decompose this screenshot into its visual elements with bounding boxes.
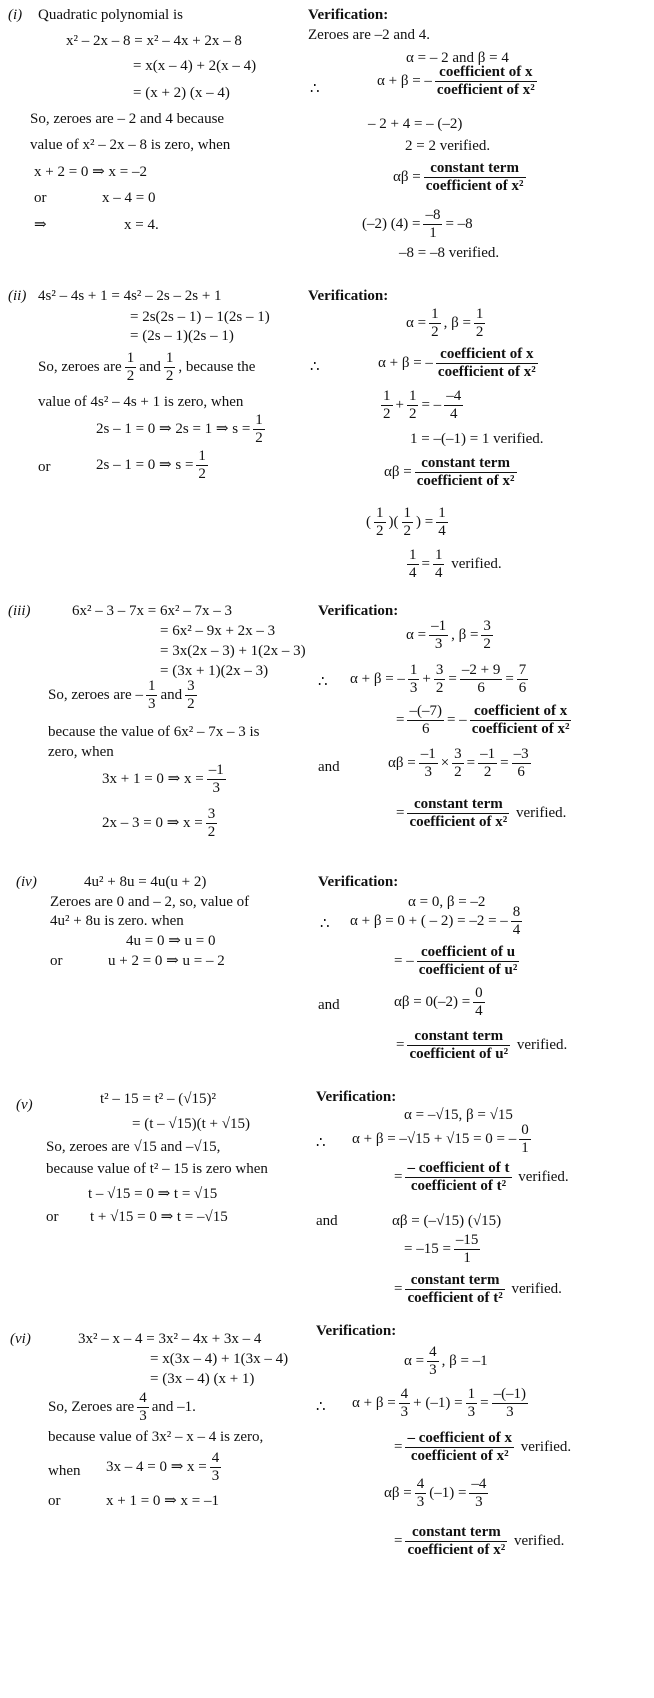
- label-vi: (vi): [10, 1331, 31, 1347]
- ver-iv-1: α = 0, β = –2: [408, 894, 486, 910]
- ver-v-2: α + β = –√15 + √15 = 0 = – $\frac{0}{1}$: [352, 1122, 529, 1156]
- therefore-iii: ∴: [318, 674, 328, 690]
- ver-ii-7: $\frac{1}{4}$ = $\frac{1}{4}$ verified.: [409, 547, 502, 581]
- eq-iii-5: 3x + 1 = 0 ⇒ x = $\frac{-1}{3}$: [102, 762, 224, 796]
- text-vi-2: because value of 3x² – x – 4 is zero,: [48, 1429, 264, 1445]
- ver-ii-6: ( $\frac{1}{2}$ )( $\frac{1}{2}$ ) = $\frac{1}{4}$: [366, 505, 446, 539]
- eq-i-3: = (x + 2) (x – 4): [133, 85, 230, 101]
- ver-ii-4: 1 = –(–1) = 1 verified.: [410, 431, 544, 447]
- ver-iii-3: = $\frac{-(-7)}{6}$ = – $\frac{\text{coefficient of x}}{\text{coefficient of x²}}$: [396, 703, 570, 737]
- eq-vi-4: 3x – 4 = 0 ⇒ x = $\frac{4}{3}$: [106, 1450, 220, 1484]
- eq-vi-3: = (3x – 4) (x + 1): [150, 1371, 255, 1387]
- ver-vi-3: = $\frac{\text{– coefficient of x}}{\text{coefficient of x²}}$ verified.: [394, 1430, 572, 1464]
- verification-title-iv: Verification:: [318, 874, 399, 890]
- ver-i-6: αβ = $\frac{\text{constant term}}{\text{coefficient of x²}}$: [393, 160, 524, 194]
- ver-ii-1: α = $\frac{1}{2}$ , β = $\frac{1}{2}$: [406, 306, 484, 340]
- therefore-i: ∴: [310, 81, 320, 97]
- ver-vi-2: α + β = $\frac{4}{3}$ + (–1) = $\frac{1}{3}$ = $\frac{-(-1)}{3}$: [352, 1386, 527, 1420]
- eq-i-4: x + 2 = 0 ⇒ x = –2: [34, 164, 147, 180]
- ver-iii-2: α + β = – $\frac{1}{3}$ + $\frac{3}{2}$ = $\frac{-2 + 9}{6}$ = $\frac{7}{6}$: [350, 662, 527, 696]
- eq-ii-2: = 2s(2s – 1) – 1(2s – 1): [130, 309, 270, 325]
- text-iii-3: zero, when: [48, 744, 114, 760]
- label-iii: (iii): [8, 603, 31, 619]
- eq-v-1: t² – 15 = t² – (√15)²: [100, 1091, 217, 1107]
- text-iv-1: Zeroes are 0 and – 2, so, value of: [50, 894, 250, 910]
- text-iv-or: or: [50, 953, 63, 969]
- eq-iii-1: 6x² – 3 – 7x = 6x² – 7x – 3: [72, 603, 232, 619]
- ver-i-4: – 2 + 4 = – (–2): [368, 116, 463, 132]
- text-i-1: So, zeroes are – 2 and 4 because: [30, 111, 225, 127]
- eq-iii-6: 2x – 3 = 0 ⇒ x = $\frac{3}{2}$: [102, 806, 216, 840]
- eq-iv-2: 4u = 0 ⇒ u = 0: [126, 933, 216, 949]
- verification-title-ii: Verification:: [308, 288, 389, 304]
- eq-iv-3: u + 2 = 0 ⇒ u = – 2: [108, 953, 225, 969]
- label-v: (v): [16, 1097, 33, 1113]
- ver-vi-4: αβ = $\frac{4}{3}$ (–1) = $\frac{-4}{3}$: [384, 1476, 487, 1510]
- text-ii-or: or: [38, 459, 51, 475]
- eq-vi-5: x + 1 = 0 ⇒ x = –1: [106, 1493, 219, 1509]
- text-v-or: or: [46, 1209, 59, 1225]
- ver-iii-1: α = $\frac{-1}{3}$ , β = $\frac{3}{2}$: [406, 618, 491, 652]
- and-iii: and: [318, 759, 340, 775]
- ver-v-6: = $\frac{\text{constant term}}{\text{coefficient of t²}}$ verified.: [394, 1272, 562, 1306]
- implies-i: ⇒: [34, 217, 47, 233]
- eq-i-2: = x(x – 4) + 2(x – 4): [133, 58, 257, 74]
- ver-iii-4: αβ = $\frac{-1}{3}$ × $\frac{3}{2}$ = $\frac{-1}{2}$ = $\frac{-3}{6}$: [388, 746, 529, 780]
- ver-ii-5: αβ = $\frac{\text{constant term}}{\text{coefficient of x²}}$: [384, 455, 515, 489]
- ver-v-3: = $\frac{\text{– coefficient of t}}{\text{coefficient of t²}}$ verified.: [394, 1160, 569, 1194]
- ver-iv-5: = $\frac{\text{constant term}}{\text{coefficient of u²}}$ verified.: [396, 1028, 568, 1062]
- ver-v-5: = –15 = $\frac{-15}{1}$: [404, 1232, 479, 1266]
- eq-ii-5: 2s – 1 = 0 ⇒ s = $\frac{1}{2}$: [96, 448, 206, 482]
- ver-vi-1: α = $\frac{4}{3}$ , β = –1: [404, 1344, 488, 1378]
- eq-i-6: x = 4.: [124, 217, 159, 233]
- ver-v-1: α = –√15, β = √15: [404, 1107, 513, 1123]
- verification-title-i: Verification:: [308, 7, 389, 23]
- text-ii-2: value of 4s² – 4s + 1 is zero, when: [38, 394, 244, 410]
- text-iii-2: because the value of 6x² – 7x – 3 is: [48, 724, 260, 740]
- eq-iii-2: = 6x² – 9x + 2x – 3: [160, 623, 276, 639]
- therefore-ii: ∴: [310, 359, 320, 375]
- eq-ii-1: 4s² – 4s + 1 = 4s² – 2s – 2s + 1: [38, 288, 222, 304]
- ver-ii-2: α + β = – $\frac{\text{coefficient of x}}{\text{coefficient of x²}}$: [378, 346, 536, 380]
- verification-title-v: Verification:: [316, 1089, 397, 1105]
- label-iv: (iv): [16, 874, 37, 890]
- heading-i: Quadratic polynomial is: [38, 7, 183, 23]
- ver-iv-2: α + β = 0 + ( – 2) = –2 = – $\frac{8}{4}$: [350, 904, 521, 938]
- ver-iv-3: = – $\frac{\text{coefficient of u}}{\text{coefficient of u²}}$: [394, 944, 518, 978]
- eq-v-4: t + √15 = 0 ⇒ t = –√15: [90, 1209, 228, 1225]
- text-vi-or: or: [48, 1493, 61, 1509]
- ver-iii-5: = $\frac{\text{constant term}}{\text{coefficient of x²}}$ verified.: [396, 796, 567, 830]
- eq-vi-2: = x(3x – 4) + 1(3x – 4): [150, 1351, 289, 1367]
- ver-v-4: αβ = (–√15) (√15): [392, 1213, 502, 1229]
- eq-i-1: x² – 2x – 8 = x² – 4x + 2x – 8: [66, 33, 242, 49]
- eq-ii-3: = (2s – 1)(2s – 1): [130, 328, 234, 344]
- ver-i-1: Zeroes are –2 and 4.: [308, 27, 431, 43]
- eq-vi-1: 3x² – x – 4 = 3x² – 4x + 3x – 4: [78, 1331, 262, 1347]
- verification-title-iii: Verification:: [318, 603, 399, 619]
- label-i: (i): [8, 7, 23, 23]
- text-vi-1: So, Zeroes are $\frac{4}{3}$ and –1.: [48, 1390, 196, 1424]
- and-v: and: [316, 1213, 338, 1229]
- eq-ii-4: 2s – 1 = 0 ⇒ 2s = 1 ⇒ s = $\frac{1}{2}$: [96, 412, 263, 446]
- eq-v-3: t – √15 = 0 ⇒ t = √15: [88, 1186, 218, 1202]
- text-v-2: because value of t² – 15 is zero when: [46, 1161, 268, 1177]
- eq-iv-1: 4u² + 8u = 4u(u + 2): [84, 874, 207, 890]
- eq-iii-4: = (3x + 1)(2x – 3): [160, 663, 269, 679]
- and-iv: and: [318, 997, 340, 1013]
- text-i-or: or: [34, 190, 47, 206]
- ver-i-5: 2 = 2 verified.: [405, 138, 491, 154]
- therefore-v: ∴: [316, 1135, 326, 1151]
- therefore-iv: ∴: [320, 916, 330, 932]
- eq-iii-3: = 3x(2x – 3) + 1(2x – 3): [160, 643, 306, 659]
- ver-i-8: –8 = –8 verified.: [399, 245, 500, 261]
- ver-i-2: α = – 2 and β = 4: [406, 50, 509, 66]
- text-v-1: So, zeroes are √15 and –√15,: [46, 1139, 221, 1155]
- ver-i-7: (–2) (4) = $\frac{-8}{1}$ = –8: [362, 207, 473, 241]
- label-ii: (ii): [8, 288, 27, 304]
- text-iii-1: So, zeroes are – $\frac{1}{3}$ and $\frac{3}{2}$: [48, 678, 195, 712]
- verification-title-vi: Verification:: [316, 1323, 397, 1339]
- eq-v-2: = (t – √15)(t + √15): [132, 1116, 250, 1132]
- ver-iv-4: αβ = 0(–2) = $\frac{0}{4}$: [394, 985, 483, 1019]
- therefore-vi: ∴: [316, 1399, 326, 1415]
- ver-ii-3: $\frac{1}{2}$ + $\frac{1}{2}$ = – $\frac{-4}{4}$: [383, 388, 462, 422]
- text-i-2: value of x² – 2x – 8 is zero, when: [30, 137, 231, 153]
- text-vi-when: when: [48, 1463, 81, 1479]
- text-iv-2: 4u² + 8u is zero. when: [50, 913, 184, 929]
- eq-i-5: x – 4 = 0: [102, 190, 156, 206]
- ver-i-3: α + β = – $\frac{\text{coefficient of x}}{\text{coefficient of x²}}$: [377, 64, 535, 98]
- ver-vi-5: = $\frac{\text{constant term}}{\text{coefficient of x²}}$ verified.: [394, 1524, 565, 1558]
- text-ii-1: So, zeroes are $\frac{1}{2}$ and $\frac{1}{2}$ , because the: [38, 350, 256, 384]
